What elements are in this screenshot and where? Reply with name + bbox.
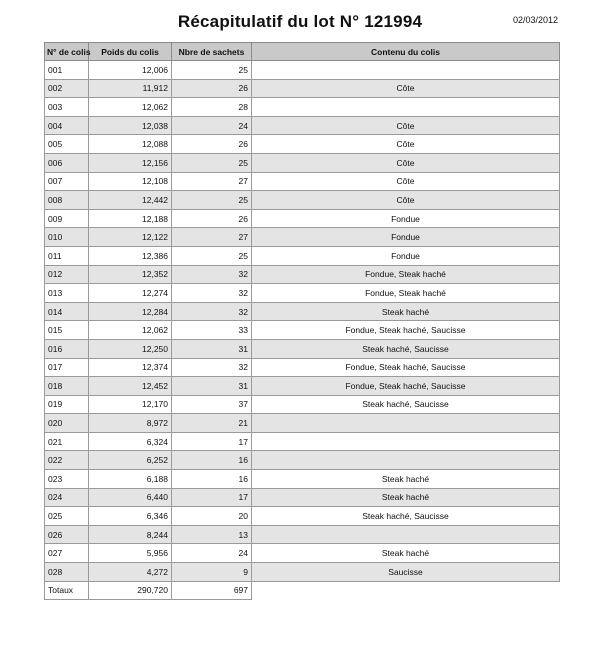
cell-colis-weight: 6,440 <box>89 488 172 507</box>
cell-sachets-count: 37 <box>172 395 252 414</box>
cell-colis-content: Fondue <box>252 209 560 228</box>
cell-colis-number: 004 <box>45 116 89 135</box>
cell-colis-content: Côte <box>252 191 560 210</box>
cell-colis-weight: 6,252 <box>89 451 172 470</box>
cell-colis-weight: 8,244 <box>89 525 172 544</box>
cell-sachets-count: 27 <box>172 172 252 191</box>
cell-colis-number: 008 <box>45 191 89 210</box>
cell-sachets-count: 26 <box>172 135 252 154</box>
table-row <box>45 451 560 470</box>
cell-colis-weight: 6,346 <box>89 507 172 526</box>
cell-colis-number: 013 <box>45 284 89 303</box>
cell-colis-number: 015 <box>45 321 89 340</box>
cell-sachets-count: 16 <box>172 470 252 489</box>
cell-colis-content: Steak haché <box>252 544 560 563</box>
table-row <box>45 228 560 247</box>
cell-sachets-count: 17 <box>172 488 252 507</box>
cell-colis-weight: 8,972 <box>89 414 172 433</box>
cell-sachets-count: 9 <box>172 563 252 582</box>
cell-colis-content: Steak haché <box>252 302 560 321</box>
table-row <box>45 339 560 358</box>
cell-colis-weight: 12,006 <box>89 61 172 80</box>
cell-colis-content: Steak haché, Saucisse <box>252 507 560 526</box>
table-row <box>45 135 560 154</box>
cell-sachets-count: 32 <box>172 284 252 303</box>
document-date: 02/03/2012 <box>512 15 558 25</box>
cell-colis-content: Steak haché <box>252 488 560 507</box>
cell-colis-number: 022 <box>45 451 89 470</box>
cell-colis-content: Steak haché, Saucisse <box>252 339 560 358</box>
table-row <box>45 302 560 321</box>
cell-colis-number: 001 <box>45 61 89 80</box>
column-header-contenu: Contenu du colis <box>252 43 560 61</box>
column-header-poids: Poids du colis <box>89 43 172 61</box>
cell-colis-weight: 12,088 <box>89 135 172 154</box>
cell-sachets-count: 21 <box>172 414 252 433</box>
cell-colis-weight: 12,122 <box>89 228 172 247</box>
cell-colis-weight: 12,442 <box>89 191 172 210</box>
total-weight: 290,720 <box>89 581 172 600</box>
cell-colis-number: 011 <box>45 246 89 265</box>
cell-colis-weight: 12,062 <box>89 321 172 340</box>
table-row <box>45 321 560 340</box>
cell-colis-number: 021 <box>45 432 89 451</box>
cell-colis-weight: 12,038 <box>89 116 172 135</box>
table-row <box>45 172 560 191</box>
cell-colis-number: 024 <box>45 488 89 507</box>
cell-colis-content: Côte <box>252 172 560 191</box>
total-sachets: 697 <box>172 581 252 600</box>
table-row <box>45 209 560 228</box>
column-header-numero: N° de colis <box>45 43 89 61</box>
cell-colis-number: 019 <box>45 395 89 414</box>
cell-colis-content: Steak haché <box>252 470 560 489</box>
table-row <box>45 544 560 563</box>
cell-colis-weight: 12,250 <box>89 339 172 358</box>
cell-colis-number: 023 <box>45 470 89 489</box>
cell-colis-content: Côte <box>252 79 560 98</box>
table-row <box>45 284 560 303</box>
cell-colis-number: 016 <box>45 339 89 358</box>
cell-colis-number: 020 <box>45 414 89 433</box>
cell-colis-weight: 6,324 <box>89 432 172 451</box>
cell-colis-number: 010 <box>45 228 89 247</box>
column-header-sachets: Nbre de sachets <box>172 43 252 61</box>
cell-colis-number: 025 <box>45 507 89 526</box>
table-row <box>45 265 560 284</box>
cell-colis-content: Fondue, Steak haché, Saucisse <box>252 321 560 340</box>
table-row <box>45 470 560 489</box>
cell-colis-weight: 12,452 <box>89 377 172 396</box>
cell-colis-weight: 12,386 <box>89 246 172 265</box>
cell-colis-content <box>252 61 560 80</box>
cell-colis-content <box>252 98 560 117</box>
cell-colis-weight: 4,272 <box>89 563 172 582</box>
totals-empty-cell <box>252 581 560 600</box>
table-row <box>45 377 560 396</box>
cell-colis-content <box>252 525 560 544</box>
table-row <box>45 98 560 117</box>
cell-sachets-count: 32 <box>172 358 252 377</box>
cell-colis-content: Fondue <box>252 228 560 247</box>
table-row <box>45 358 560 377</box>
table-row <box>45 395 560 414</box>
table-row <box>45 432 560 451</box>
cell-colis-number: 007 <box>45 172 89 191</box>
table-row <box>45 246 560 265</box>
page-title: Récapitulatif du lot N° 121994 <box>177 12 423 31</box>
cell-colis-content: Fondue, Steak haché, Saucisse <box>252 377 560 396</box>
table-row <box>45 153 560 172</box>
table-row <box>45 563 560 582</box>
table-row <box>45 507 560 526</box>
cell-colis-weight: 12,284 <box>89 302 172 321</box>
cell-colis-weight: 6,188 <box>89 470 172 489</box>
cell-sachets-count: 24 <box>172 544 252 563</box>
cell-sachets-count: 31 <box>172 339 252 358</box>
table-row <box>45 414 560 433</box>
cell-sachets-count: 25 <box>172 61 252 80</box>
totals-label: Totaux <box>45 581 89 600</box>
cell-colis-weight: 12,108 <box>89 172 172 191</box>
cell-sachets-count: 25 <box>172 191 252 210</box>
table-row <box>45 488 560 507</box>
cell-colis-content: Fondue, Steak haché <box>252 265 560 284</box>
cell-sachets-count: 27 <box>172 228 252 247</box>
cell-colis-content: Côte <box>252 153 560 172</box>
table-body <box>45 61 560 600</box>
cell-sachets-count: 17 <box>172 432 252 451</box>
lot-summary-table <box>44 42 560 600</box>
cell-colis-weight: 12,352 <box>89 265 172 284</box>
cell-colis-number: 003 <box>45 98 89 117</box>
cell-colis-weight: 5,956 <box>89 544 172 563</box>
cell-colis-number: 005 <box>45 135 89 154</box>
cell-colis-weight: 11,912 <box>89 79 172 98</box>
cell-colis-content: Côte <box>252 135 560 154</box>
cell-colis-weight: 12,170 <box>89 395 172 414</box>
cell-sachets-count: 16 <box>172 451 252 470</box>
cell-colis-weight: 12,274 <box>89 284 172 303</box>
cell-sachets-count: 24 <box>172 116 252 135</box>
cell-colis-number: 002 <box>45 79 89 98</box>
table-row <box>45 61 560 80</box>
cell-sachets-count: 25 <box>172 153 252 172</box>
table-row <box>45 79 560 98</box>
cell-colis-number: 026 <box>45 525 89 544</box>
cell-colis-number: 012 <box>45 265 89 284</box>
cell-colis-number: 006 <box>45 153 89 172</box>
cell-sachets-count: 20 <box>172 507 252 526</box>
cell-colis-content <box>252 451 560 470</box>
cell-colis-content: Steak haché, Saucisse <box>252 395 560 414</box>
table-row <box>45 191 560 210</box>
cell-colis-number: 027 <box>45 544 89 563</box>
table-row <box>45 116 560 135</box>
cell-colis-content <box>252 432 560 451</box>
cell-colis-weight: 12,188 <box>89 209 172 228</box>
cell-colis-number: 018 <box>45 377 89 396</box>
cell-colis-content: Côte <box>252 116 560 135</box>
cell-colis-weight: 12,156 <box>89 153 172 172</box>
cell-colis-content: Fondue, Steak haché <box>252 284 560 303</box>
cell-colis-content: Fondue <box>252 246 560 265</box>
cell-colis-content: Fondue, Steak haché, Saucisse <box>252 358 560 377</box>
table-header-row <box>45 43 560 61</box>
cell-sachets-count: 26 <box>172 209 252 228</box>
cell-colis-content <box>252 414 560 433</box>
cell-colis-number: 009 <box>45 209 89 228</box>
cell-colis-weight: 12,374 <box>89 358 172 377</box>
cell-sachets-count: 32 <box>172 265 252 284</box>
cell-sachets-count: 31 <box>172 377 252 396</box>
cell-sachets-count: 33 <box>172 321 252 340</box>
cell-sachets-count: 25 <box>172 246 252 265</box>
cell-colis-number: 028 <box>45 563 89 582</box>
cell-colis-content: Saucisse <box>252 563 560 582</box>
cell-colis-number: 017 <box>45 358 89 377</box>
cell-sachets-count: 26 <box>172 79 252 98</box>
table-row <box>45 525 560 544</box>
cell-colis-number: 014 <box>45 302 89 321</box>
cell-sachets-count: 13 <box>172 525 252 544</box>
totals-row <box>45 581 560 600</box>
cell-colis-weight: 12,062 <box>89 98 172 117</box>
cell-sachets-count: 32 <box>172 302 252 321</box>
cell-sachets-count: 28 <box>172 98 252 117</box>
